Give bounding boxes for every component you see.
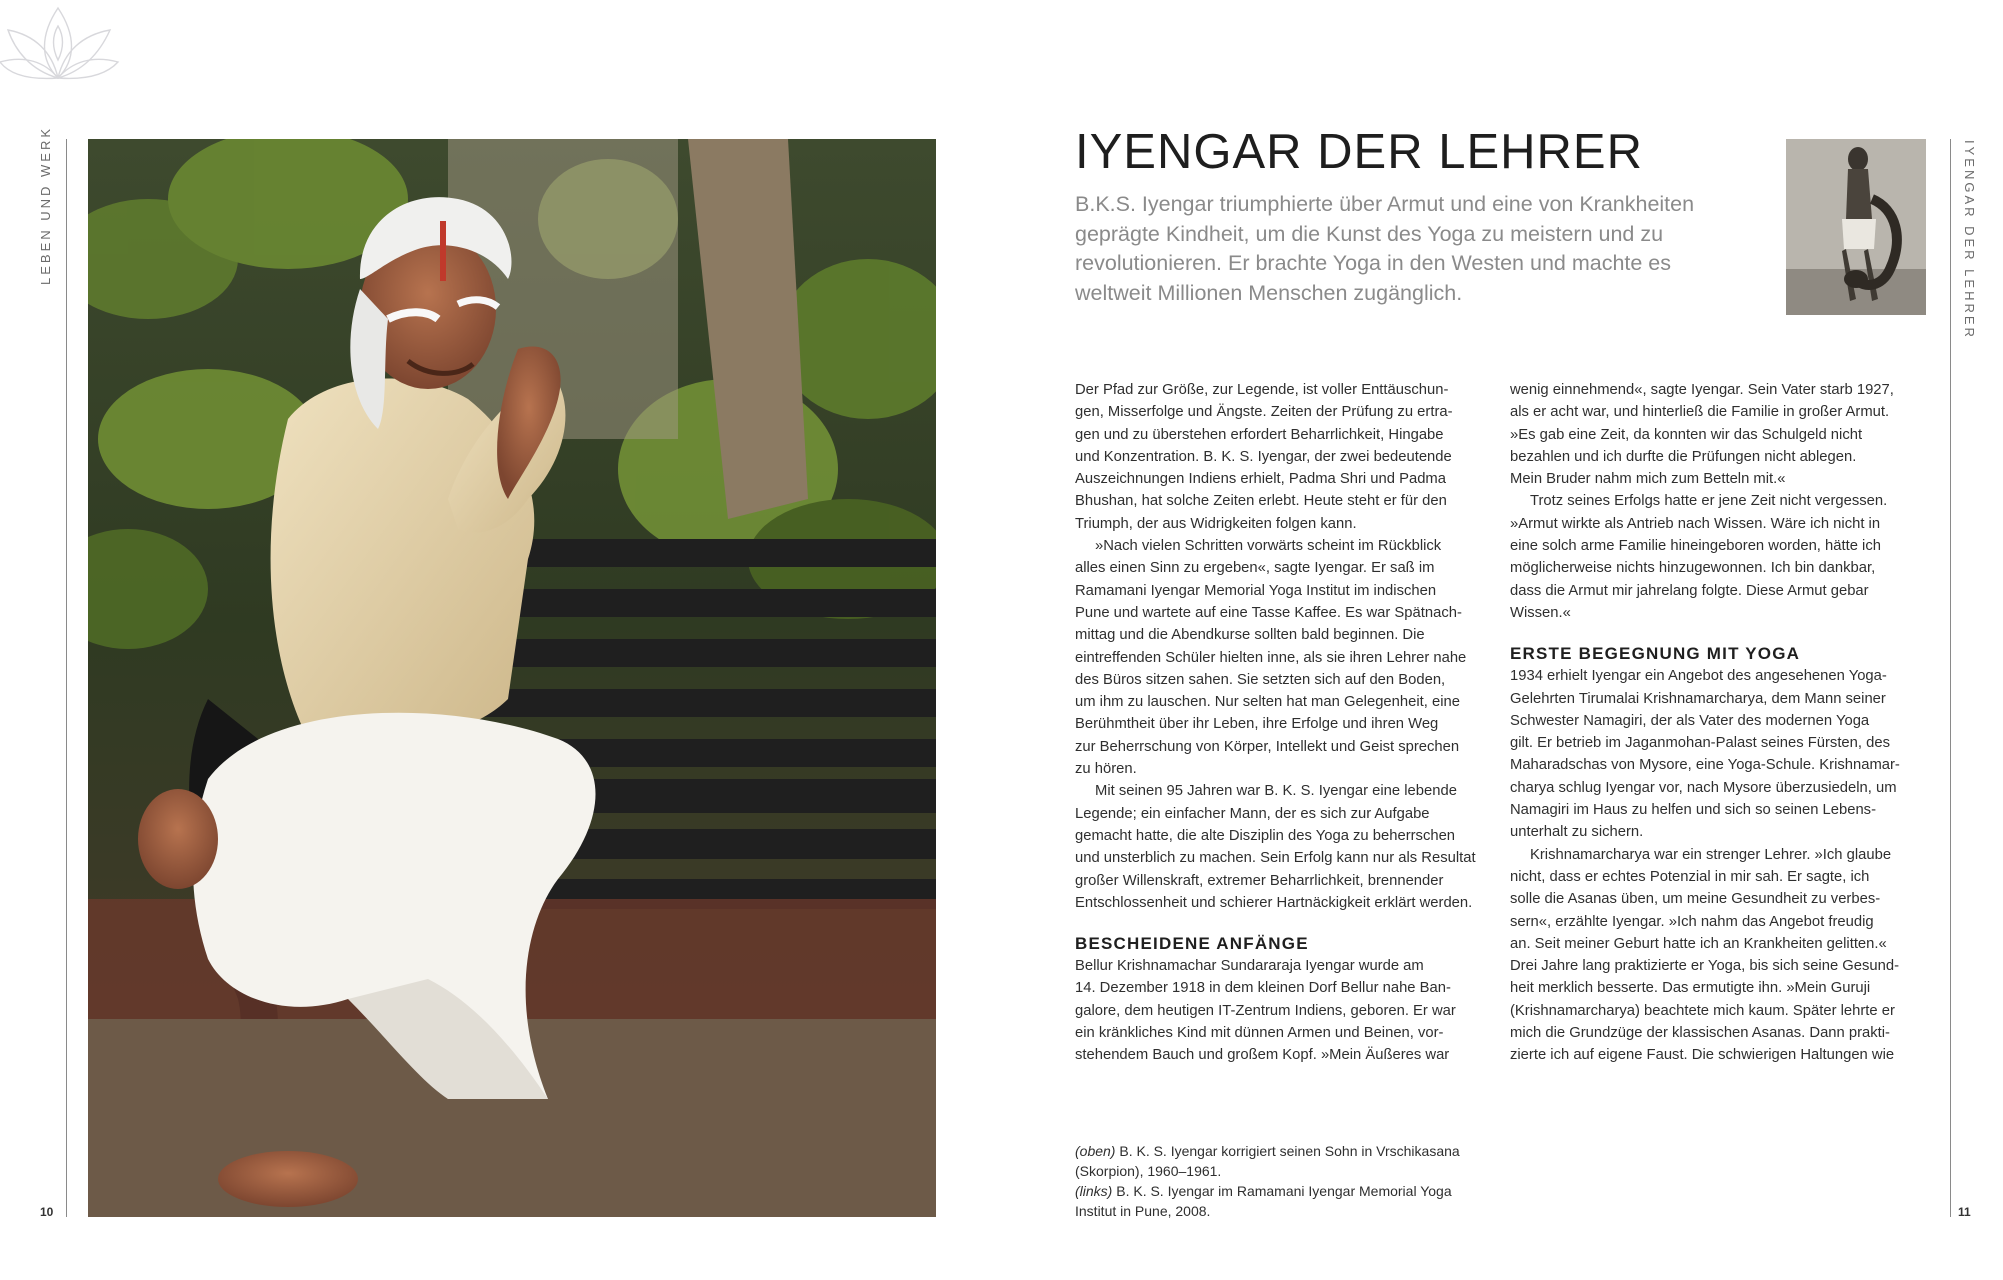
text-line: »Nach vielen Schritten vorwärts scheint im Rückblick	[1095, 538, 1442, 555]
page-number-left: 10	[40, 1205, 54, 1219]
thumbnail-photo	[1786, 139, 1926, 315]
caption-line: (Skorpion), 1960–1961.	[1075, 1163, 1222, 1179]
body-paragraph	[1075, 780, 1500, 914]
text-line: nicht, dass er echtes Potenzial in mir sah. Er sagte, ich	[1510, 868, 1870, 885]
intro-paragraph	[1075, 190, 1765, 308]
caption-line: Institut in Pune, 2008.	[1075, 1203, 1211, 1219]
intro-line: geprägte Kindheit, um die Kunst des Yoga zu meistern und zu	[1075, 221, 1664, 246]
text-line: mich die Grundzüge der klassischen Asanas. Dann prakti-	[1510, 1025, 1890, 1042]
text-line: Trotz seines Erfolgs hatte er jene Zeit nicht vergessen.	[1530, 493, 1888, 510]
text-line: wenig einnehmend«, sagte Iyengar. Sein Vater starb 1927,	[1510, 382, 1894, 398]
caption-line	[1075, 1181, 1495, 1201]
text-line: eine solch arme Familie hineingeboren worden, hätte ich	[1510, 538, 1881, 555]
page-number-right: 11	[1958, 1205, 1971, 1219]
text-line: »Armut wirkte als Antrieb nach Wissen. Wäre ich nicht in	[1510, 515, 1881, 532]
text-line: Drei Jahre lang praktizierte er Yoga, bis sich seine Gesund-	[1510, 958, 1900, 975]
text-line: heit merklich besserte. Das ermutigte ihn. »Mein Guruji	[1510, 980, 1871, 997]
body-column-left	[1075, 379, 1500, 1067]
caption-line	[1075, 1141, 1495, 1161]
left-margin-rule	[66, 139, 67, 1217]
text-line: großer Willenskraft, extremer Beharrlichkeit, brennender	[1075, 872, 1444, 889]
text-line: als er acht war, und hinterließ die Familie in großer Armut.	[1510, 404, 1890, 421]
text-line: möglicherweise nichts hinzugewonnen. Ich bin dankbar,	[1510, 560, 1876, 577]
text-line: zu hören.	[1075, 761, 1137, 778]
text-line: galore, dem heutigen IT-Zentrum Indiens, geboren. Er war	[1075, 1002, 1456, 1019]
page-title: IYENGAR DER LEHRER	[1075, 125, 1644, 179]
text-line: zierte ich auf eigene Faust. Die schwierigen Haltungen wie	[1510, 1047, 1895, 1064]
text-line: alles einen Sinn zu ergeben«, sagte Iyengar. Er saß im	[1075, 560, 1435, 577]
intro-line: weltweit Millionen Menschen zugänglich.	[1075, 280, 1463, 305]
text-line: solle die Asanas üben, um meine Gesundheit zu verbes-	[1510, 891, 1881, 908]
caption-label: (links)	[1075, 1183, 1113, 1199]
text-line: Triumph, der aus Widrigkeiten folgen kann.	[1075, 515, 1357, 532]
text-line: Legende; ein einfacher Mann, der es sich zur Aufgabe	[1075, 805, 1430, 822]
body-column-right	[1510, 379, 1930, 1067]
running-head-left: LEBEN UND WERK	[38, 125, 53, 285]
section-heading: BESCHEIDENE ANFÄNGE	[1075, 934, 1309, 954]
text-line: gilt. Er betrieb im Jaganmohan-Palast seines Fürsten, des	[1510, 735, 1890, 752]
text-line: an. Seit meiner Geburt hatte ich an Krankheiten gelitten.«	[1510, 935, 1887, 952]
text-line: sern«, erzählte Iyengar. »Ich nahm das Angebot freudig	[1510, 913, 1874, 930]
text-line: Mit seinen 95 Jahren war B. K. S. Iyengar eine lebende	[1095, 783, 1457, 800]
running-head-right: IYENGAR DER LEHRER	[1962, 140, 1977, 340]
intro-line: revolutionieren. Er brachte Yoga in den Westen und machte es	[1075, 251, 1672, 275]
text-line: 14. Dezember 1918 in dem kleinen Dorf Bellur nahe Ban-	[1075, 980, 1451, 997]
caption-label: (oben)	[1075, 1143, 1116, 1159]
text-line: »Es gab eine Zeit, da konnten wir das Schulgeld nicht	[1510, 426, 1863, 443]
body-paragraph	[1510, 844, 1930, 1067]
text-line: Entschlossenheit und schierer Hartnäckigkeit erklärt werden.	[1075, 894, 1473, 911]
body-paragraph	[1075, 379, 1500, 535]
text-line: Pune und wartete auf eine Tasse Kaffee. Es war Spätnach-	[1075, 604, 1462, 621]
text-line: Der Pfad zur Größe, zur Legende, ist voller Enttäuschun-	[1075, 382, 1449, 398]
text-line: gen, Misserfolge und Ängste. Zeiten der Prüfung zu ertra-	[1075, 404, 1453, 421]
lotus-ornament-icon	[0, 0, 130, 80]
text-line: bezahlen und ich durfte die Prüfungen nicht ablegen.	[1510, 448, 1857, 465]
text-line: Krishnamarcharya war ein strenger Lehrer. »Ich glaube	[1530, 846, 1892, 863]
photo-caption	[1075, 1141, 1495, 1221]
text-line: gen und zu überstehen erfordert Beharrlichkeit, Hingabe	[1075, 426, 1444, 443]
text-line: ein kränkliches Kind mit dünnen Armen und Beinen, vor-	[1075, 1025, 1444, 1042]
body-paragraph	[1075, 535, 1500, 780]
intro-line: B.K.S. Iyengar triumphierte über Armut und eine von Krankheiten	[1075, 192, 1695, 216]
text-line: gemacht hatte, die alte Disziplin des Yoga zu beherrschen	[1075, 827, 1456, 844]
text-line: stehendem Bauch und großem Kopf. »Mein Äußeres war	[1075, 1047, 1450, 1064]
body-paragraph	[1510, 665, 1930, 843]
text-line: charya schlug Iyengar vor, nach Mysore überzusiedeln, um	[1510, 779, 1897, 796]
text-line: Ramamani Iyengar Memorial Yoga Institut im indischen	[1075, 582, 1437, 599]
text-line: (Krishnamarcharya) beachtete mich kaum. Später lehrte er	[1510, 1002, 1895, 1019]
text-line: des Büros sitzen sahen. Sie setzten sich auf den Boden,	[1075, 671, 1446, 688]
text-line: Wissen.«	[1510, 604, 1571, 621]
body-paragraph	[1510, 490, 1930, 624]
text-line: zur Beherrschung von Körper, Intellekt und Geist sprechen	[1075, 738, 1460, 755]
text-line: um ihm zu lauschen. Nur selten hat man Gelegenheit, eine	[1075, 694, 1460, 711]
main-photo	[88, 139, 936, 1217]
text-line: Bellur Krishnamachar Sundararaja Iyengar wurde am	[1075, 958, 1424, 975]
text-line: dass die Armut mir jahrelang folgte. Diese Armut gebar	[1510, 582, 1869, 599]
text-line: Gelehrten Tirumalai Krishnamarcharya, dem Mann seiner	[1510, 690, 1886, 707]
text-line: Auszeichnungen Indiens erhielt, Padma Shri und Padma	[1075, 471, 1446, 488]
text-line: Schwester Namagiri, der als Vater des modernen Yoga	[1510, 712, 1870, 729]
text-line: Bhushan, hat solche Zeiten erlebt. Heute steht er für den	[1075, 493, 1447, 510]
caption-text: B. K. S. Iyengar im Ramamani Iyengar Memorial Yoga	[1116, 1183, 1452, 1199]
caption-text: B. K. S. Iyengar korrigiert seinen Sohn in Vrschikasana	[1119, 1143, 1460, 1159]
text-line: und Konzentration. B. K. S. Iyengar, der zwei bedeutende	[1075, 448, 1452, 465]
text-line: 1934 erhielt Iyengar ein Angebot des angesehenen Yoga-	[1510, 668, 1887, 685]
text-line: unterhalt zu sichern.	[1510, 824, 1644, 841]
text-line: und unsterblich zu machen. Sein Erfolg kann nur als Resultat	[1075, 850, 1476, 867]
section-heading: ERSTE BEGEGNUNG MIT YOGA	[1510, 644, 1801, 664]
text-line: Maharadschas von Mysore, eine Yoga-Schule. Krishnamar-	[1510, 757, 1900, 774]
text-line: mittag und die Abendkurse sollten bald beginnen. Die	[1075, 627, 1425, 644]
body-paragraph	[1075, 955, 1500, 1066]
body-paragraph	[1510, 379, 1930, 490]
text-line: Mein Bruder nahm mich zum Betteln mit.«	[1510, 471, 1786, 488]
text-line: Berühmtheit über ihr Leben, ihre Erfolge und ihren Weg	[1075, 716, 1439, 733]
text-line: eintreffenden Schüler hielten inne, als sie ihren Lehrer nahe	[1075, 649, 1467, 666]
right-margin-rule	[1950, 139, 1951, 1217]
text-line: Namagiri im Haus zu helfen und sich so seinen Lebens-	[1510, 802, 1877, 819]
